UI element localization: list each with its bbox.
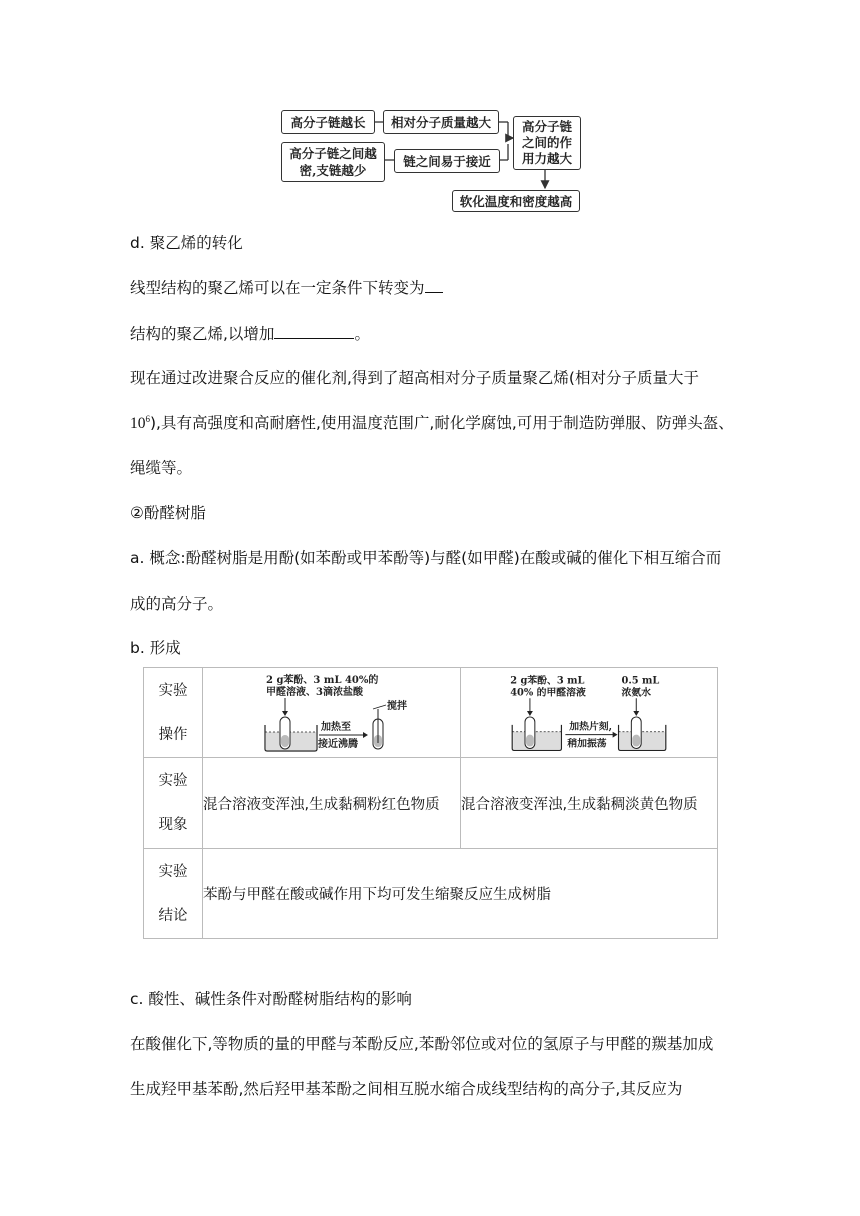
box-dense-chain [281,142,385,182]
box-dense-line2: 密,支链越少 [299,163,367,178]
section-c-line1 [130,1032,713,1054]
base-apparatus-illustration [461,669,717,757]
header-operation-line2: 操作 [158,726,188,743]
base-apparatus-cell [461,668,718,758]
section-d-line2-text: 结构的聚乙烯,以增加 [130,325,275,343]
resin-heading [130,501,206,523]
section-d-line2 [130,322,370,344]
header-phenomenon [144,758,203,849]
box-chains-close [394,149,500,173]
box-force-line2: 之间的作 [521,135,572,150]
header-operation [144,668,203,758]
base-step-line1: 加热片刻, [569,721,613,733]
row-phenomenon [144,758,718,849]
resin-concept-line1-text: a. 概念:酚醛树脂是用酚(如苯酚或甲苯酚等)与醛(如甲醛)在酸或碱的催化下相互缩合而 [130,549,722,567]
acid-reagent-line1: 2 g苯酚、3 mL 40%的 [266,674,379,686]
formation-heading [130,636,181,658]
section-c-heading-text: c. 酸性、碱性条件对酚醛树脂结构的影响 [130,990,412,1008]
phenomenon-base-text: 混合溶液变浑浊,生成黏稠淡黄色物质 [461,796,698,813]
header-phenomenon-line1: 实验 [158,773,188,789]
answer-blank-2[interactable] [274,324,354,339]
section-c-line2 [130,1077,682,1099]
base-reagent-line2: 40% 的甲醛溶液 [510,686,586,698]
header-operation-line1: 实验 [158,682,188,699]
header-conclusion [144,849,203,939]
conclusion-cell [203,849,718,939]
box-chain-long-text: 高分子链越长 [290,114,366,130]
base-ammonia-line2: 浓氨水 [621,686,651,698]
section-c-heading [130,987,412,1009]
base-ammonia-line1: 0.5 mL [621,674,660,686]
section-d-heading [130,231,243,253]
box-dense-line1: 高分子链之间越 [289,146,377,161]
section-d-line2-end: 。 [354,325,370,343]
uhmwpe-para-line1-text: 现在通过改进聚合反应的催化剂,得到了超高相对分子质量聚乙烯(相对分子质量大于 [130,369,699,387]
row-operation [144,668,718,758]
box-result [452,190,580,212]
box-force-line1: 高分子链 [521,119,572,134]
power-exponent: 6 [145,413,150,424]
section-d-line1 [130,276,443,298]
row-conclusion [144,849,718,939]
uhmwpe-para-line2-text: ),具有高强度和高耐磨性,使用温度范围广,耐化学腐蚀,可用于制造防弹服、防弹头盔、 [150,414,734,432]
box-chain-long [281,110,375,134]
conclusion-text: 苯酚与甲醛在酸或碱作用下均可发生缩聚反应生成树脂 [203,887,551,903]
acid-step-stir: 搅拌 [387,700,407,712]
phenomenon-acid [203,758,461,849]
section-c-line1-text: 在酸催化下,等物质的量的甲醛与苯酚反应,苯酚邻位或对位的氢原子与甲醛的羰基加成 [130,1035,714,1053]
acid-apparatus-cell [203,668,461,758]
box-mass-large [383,110,499,134]
box-interchain-force [513,116,581,170]
answer-blank-1[interactable] [425,278,443,293]
header-conclusion-line1: 实验 [158,863,188,880]
uhmwpe-para-line2 [130,411,734,433]
box-chains-close-text: 链之间易于接近 [403,153,491,169]
acid-step-heat-line1: 加热至 [321,721,351,733]
experiment-table [143,667,718,939]
uhmwpe-para-line3 [130,456,192,478]
box-force-line3: 用力越大 [521,151,572,166]
section-c-line2-text: 生成羟甲基苯酚,然后羟甲基苯酚之间相互脱水缩合成线型结构的高分子,其反应为 [130,1080,683,1098]
power-base: 10 [130,415,146,432]
acid-apparatus-illustration [203,669,460,757]
section-d-line1-text: 线型结构的聚乙烯可以在一定条件下转变为 [130,279,425,297]
header-conclusion-line2: 结论 [158,907,188,924]
acid-step-heat-line2: 接近沸腾 [318,738,358,750]
resin-heading-text: ②酚醛树脂 [130,504,206,522]
base-step-line2: 稍加振荡 [567,737,607,749]
header-phenomenon-line2: 现象 [158,817,188,833]
uhmwpe-para-line1 [130,366,699,388]
phenomenon-acid-text: 混合溶液变浑浊,生成黏稠粉红色物质 [203,796,440,813]
box-mass-large-text: 相对分子质量越大 [390,114,491,130]
acid-reagent-line2: 甲醛溶液、3滴浓盐酸 [266,686,363,698]
phenomenon-base [461,758,718,849]
base-reagent-line1: 2 g苯酚、3 mL [510,674,585,686]
resin-concept-line2 [130,592,223,614]
uhmwpe-para-line3-text: 绳缆等。 [130,459,193,477]
box-result-text: 软化温度和密度越高 [459,193,573,209]
section-d-heading-text: d. 聚乙烯的转化 [130,234,243,252]
resin-concept-line1 [130,546,721,568]
formation-heading-text: b. 形成 [130,639,181,657]
resin-concept-line2-text: 成的高分子。 [130,595,224,613]
